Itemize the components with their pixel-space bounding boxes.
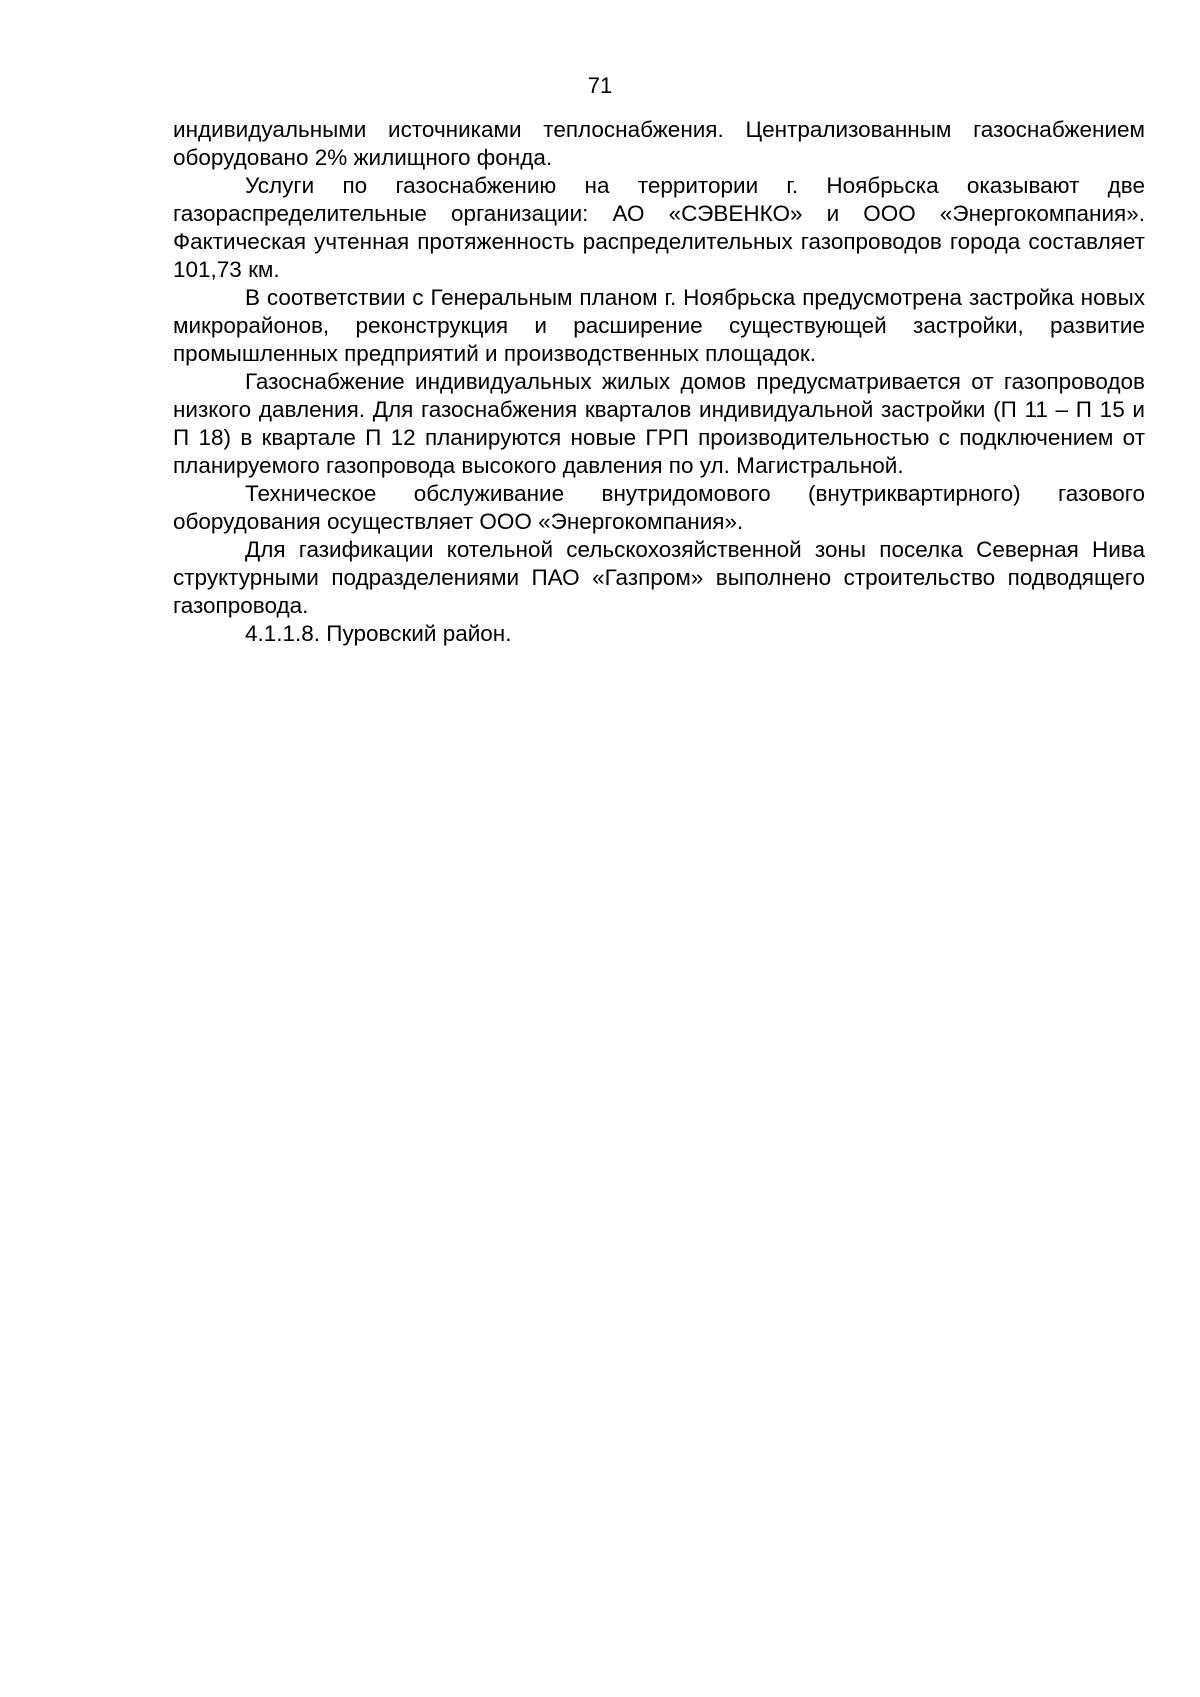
paragraph-individual-houses: Газоснабжение индивидуальных жилых домов предусматривается от газопроводов низкого давления. Для газоснабжения кварталов индивидуальной застройки (П 11 – П 15 и П 18) в квартале П 12 планируются новые ГРП производительностью с подключением от планируемого газопровода высокого давления по ул. Магистральной. — [173, 369, 1145, 478]
paragraph-general-plan: В соответствии с Генеральным планом г. Ноябрьска предусмотрена застройка новых микрорайонов, реконструкция и расширение существующей застройки, развитие промышленных предприятий и производственных площадок. — [173, 285, 1145, 366]
page-number: 71 — [587, 73, 613, 98]
document-body — [173, 116, 1145, 648]
section-heading-purovsky: 4.1.1.8. Пуровский район. — [245, 621, 512, 646]
paragraph-severnaya-niva: Для газификации котельной сельскохозяйственной зоны поселка Северная Нива структурными подразделениями ПАО «Газпром» выполнено строительство подводящего газопровода. — [173, 537, 1145, 618]
paragraph-gas-services: Услуги по газоснабжению на территории г. Ноябрьска оказывают две газораспределительные организации: АО «СЭВЕНКО» и ООО «Энергокомпания». Фактическая учтенная протяженность распределительных газопроводов города составляет 101,73 км. — [173, 173, 1145, 282]
paragraph-continuation: индивидуальными источниками теплоснабжения. Централизованным газоснабжением оборудовано 2% жилищного фонда. — [173, 117, 1145, 170]
paragraph-maintenance: Техническое обслуживание внутридомового (внутриквартирного) газового оборудования осуществляет ООО «Энергокомпания». — [173, 481, 1145, 534]
